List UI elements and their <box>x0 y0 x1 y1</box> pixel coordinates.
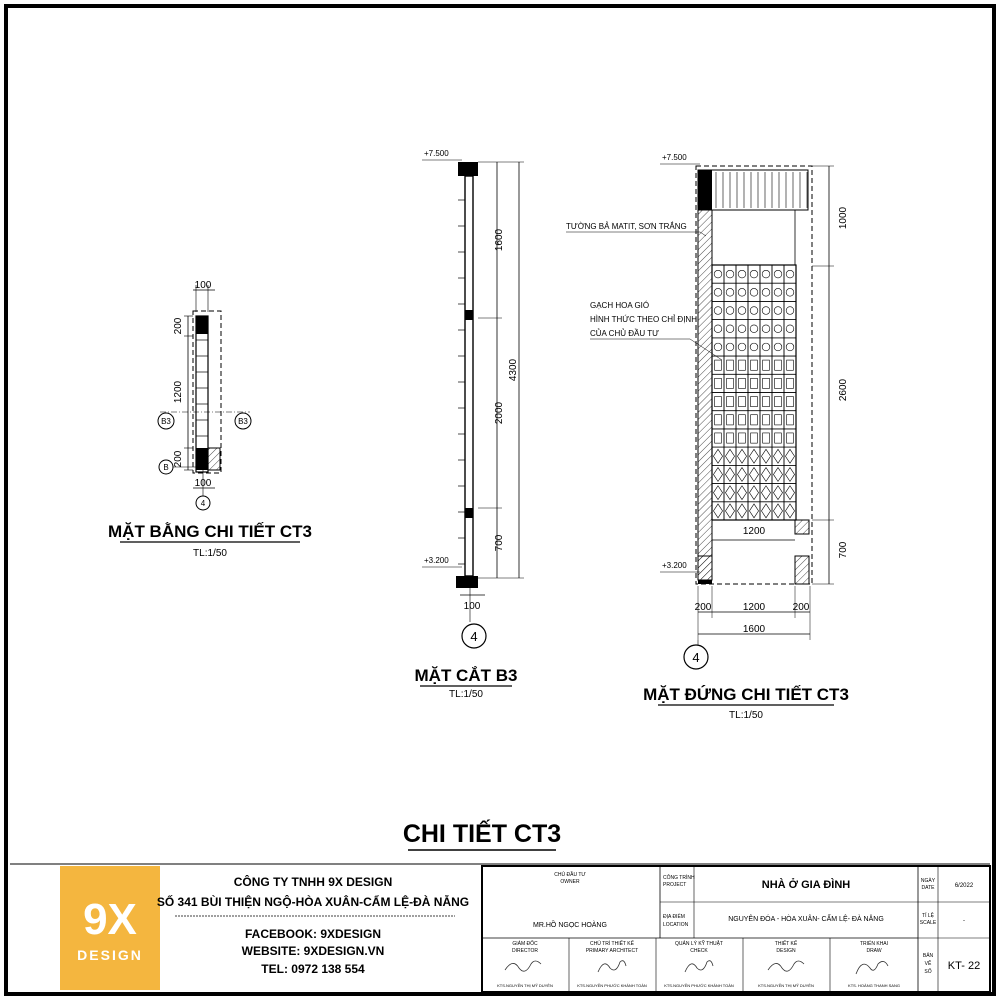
role-giam-doc <box>497 940 553 988</box>
elevation-dim-inner: 1200 <box>742 526 766 537</box>
elevation-column-right <box>795 556 809 584</box>
svg-text:KTS.NGUYỄN THỊ MỸ DUYÊN: KTS.NGUYỄN THỊ MỸ DUYÊN <box>497 983 553 988</box>
elevation-note-block-1: GẠCH HOA GIÓ <box>590 301 650 310</box>
plan-dim-left-1: 200 <box>173 317 184 335</box>
location-label-1: ĐỊA ĐIỂM <box>663 914 685 920</box>
section-level-top: +7.500 <box>424 149 449 158</box>
date-label-2: DATE <box>921 885 935 891</box>
plan-dim-bottom: 100 <box>194 478 212 489</box>
elevation-title: MẶT ĐỨNG CHI TIẾT CT3 <box>643 685 849 704</box>
svg-text:B3: B3 <box>238 417 248 426</box>
section-beam-top <box>458 162 478 176</box>
plan-column-bottom <box>196 448 208 470</box>
elevation-note-block-3: CỦA CHỦ ĐẦU TƯ <box>590 329 659 338</box>
company-name: CÔNG TY TNHH 9X DESIGN <box>233 875 393 889</box>
signature-director <box>505 961 541 971</box>
svg-text:KTS.NGUYỄN PHƯỚC KHÁNH TOÀN: KTS.NGUYỄN PHƯỚC KHÁNH TOÀN <box>664 983 734 988</box>
signature-design <box>768 961 804 971</box>
company-facebook: FACEBOOK: 9XDESIGN <box>244 927 382 941</box>
project-label-1: CÔNG TRÌNH <box>663 875 695 881</box>
logo-main: 9X <box>83 895 137 944</box>
plan-dim-left-3: 200 <box>173 450 184 468</box>
owner-label-2: OWNER <box>560 879 580 885</box>
svg-text:KTS. HOÀNG THANH SANG: KTS. HOÀNG THANH SANG <box>848 983 900 988</box>
plan-hatch <box>208 448 220 470</box>
role-trien-khai <box>848 940 900 988</box>
elevation-dim-right-2: 2600 <box>838 378 849 402</box>
elevation-level-bottom: +3.200 <box>662 561 687 570</box>
elevation-wall-left <box>698 210 712 580</box>
elevation-beam <box>698 170 808 210</box>
plan-dim-left-2: 1200 <box>173 380 184 404</box>
plan-column-top <box>196 316 208 334</box>
plan-breeze-blocks <box>196 340 208 436</box>
elevation-beam-lines <box>716 172 807 208</box>
title-block <box>482 866 990 992</box>
plan-view <box>108 280 312 559</box>
section-dim-total: 4300 <box>508 358 519 382</box>
plan-title: MẶT BẰNG CHI TIẾT CT3 <box>108 522 312 541</box>
role-quan-ly <box>664 940 734 988</box>
plan-dim-top: 100 <box>194 280 212 291</box>
company-website: WEBSITE: 9XDESIGN.VN <box>241 944 385 958</box>
elevation-note-wall: TƯỜNG BẢ MATIT, SƠN TRẮNG <box>566 222 687 231</box>
section-scale: TL:1/50 <box>449 689 483 700</box>
sheet-label-3: SỐ <box>924 969 932 975</box>
svg-text:QUẢN LÝ KỸ THUẬT: QUẢN LÝ KỸ THUẬT <box>675 941 723 947</box>
signature-check <box>685 961 713 972</box>
svg-text:DESIGN: DESIGN <box>776 948 796 954</box>
elevation-note-block-2: HÌNH THỨC THEO CHỈ ĐỊNH <box>590 315 697 324</box>
sheet-number: KT- 22 <box>947 960 981 972</box>
section-view <box>415 149 524 700</box>
section-beam-bottom <box>456 576 478 588</box>
owner-name: MR.HỒ NGỌC HOÀNG <box>533 922 607 929</box>
svg-text:B: B <box>163 463 169 472</box>
section-title: MẶT CẮT B3 <box>414 666 518 685</box>
svg-text:THIẾT KẾ: THIẾT KẾ <box>774 941 798 947</box>
elevation-beam-end <box>698 170 712 210</box>
location-name: NGUYÊN ĐÓA - HÒA XUÂN- CẨM LỆ- ĐÀ NẴNG <box>728 916 884 923</box>
section-dim-3: 700 <box>494 534 505 552</box>
section-dim-2: 2000 <box>494 401 505 425</box>
elevation-view <box>566 153 849 721</box>
location-label-2: LOCATION <box>663 922 689 928</box>
svg-text:CHECK: CHECK <box>690 948 708 954</box>
svg-text:CHỦ TRÌ THIẾT KẾ: CHỦ TRÌ THIẾT KẾ <box>590 941 634 947</box>
scale-value: - <box>963 918 965 924</box>
elevation-dim-right-3: 700 <box>838 541 849 559</box>
logo-sub: DESIGN <box>77 947 143 963</box>
section-dim-bottom: 100 <box>463 601 481 612</box>
svg-text:DRAW: DRAW <box>866 948 882 954</box>
svg-text:PRIMARY ARCHITECT: PRIMARY ARCHITECT <box>585 948 639 954</box>
signature-draw <box>856 961 888 974</box>
svg-text:KTS.NGUYỄN THỊ MỸ DUYÊN: KTS.NGUYỄN THỊ MỸ DUYÊN <box>758 983 814 988</box>
owner-label-1: CHỦ ĐẦU TƯ <box>554 872 586 878</box>
elevation-level-top: +7.500 <box>662 153 687 162</box>
role-thiet-ke <box>758 940 814 988</box>
svg-text:TRIỂN KHAI: TRIỂN KHAI <box>859 941 889 947</box>
sheet-title: CHI TIẾT CT3 <box>402 820 562 848</box>
section-level-bottom: +3.200 <box>424 556 449 565</box>
elevation-dim-bottom-2: 1200 <box>742 602 766 613</box>
scale-label-1: TỈ LỆ <box>922 913 934 919</box>
section-lintel-top <box>465 310 473 320</box>
svg-text:4: 4 <box>470 629 478 644</box>
svg-text:4: 4 <box>200 499 206 508</box>
project-label-2: PROJECT <box>663 882 687 888</box>
scale-label-2: SCALE <box>919 920 937 926</box>
date-label-1: NGÀY <box>920 878 936 884</box>
elevation-dim-bottom-3: 200 <box>792 602 810 613</box>
plan-scale: TL:1/50 <box>193 548 227 559</box>
svg-text:B3: B3 <box>161 417 171 426</box>
role-chu-tri <box>577 940 647 988</box>
svg-text:4: 4 <box>692 650 700 665</box>
svg-text:KTS.NGUYỄN PHƯỚC KHÁNH TOÀN: KTS.NGUYỄN PHƯỚC KHÁNH TOÀN <box>577 983 647 988</box>
section-lintel-bottom <box>465 508 473 518</box>
date-value: 6/2022 <box>954 883 974 889</box>
elevation-dim-total: 1600 <box>742 624 766 635</box>
elevation-dim-right-1: 1000 <box>838 206 849 230</box>
section-dim-1: 1600 <box>494 228 505 252</box>
section-block-joints <box>458 200 465 564</box>
elevation-dim-bottom-1: 200 <box>694 602 712 613</box>
sheet-label-2: VẼ <box>924 961 932 967</box>
sheet-label-1: BẢN <box>922 953 934 959</box>
signature-architect <box>598 961 626 972</box>
project-name: NHÀ Ở GIA ĐÌNH <box>761 879 851 891</box>
svg-text:DIRECTOR: DIRECTOR <box>511 948 539 954</box>
company-address: SỐ 341 BÙI THIỆN NGỘ-HÒA XUÂN-CẨM LỆ-ĐÀ NẴNG <box>156 895 470 909</box>
company-tel: TEL: 0972 138 554 <box>261 962 365 976</box>
svg-text:GIÁM ĐỐC: GIÁM ĐỐC <box>512 941 538 947</box>
elevation-scale: TL:1/50 <box>729 710 763 721</box>
